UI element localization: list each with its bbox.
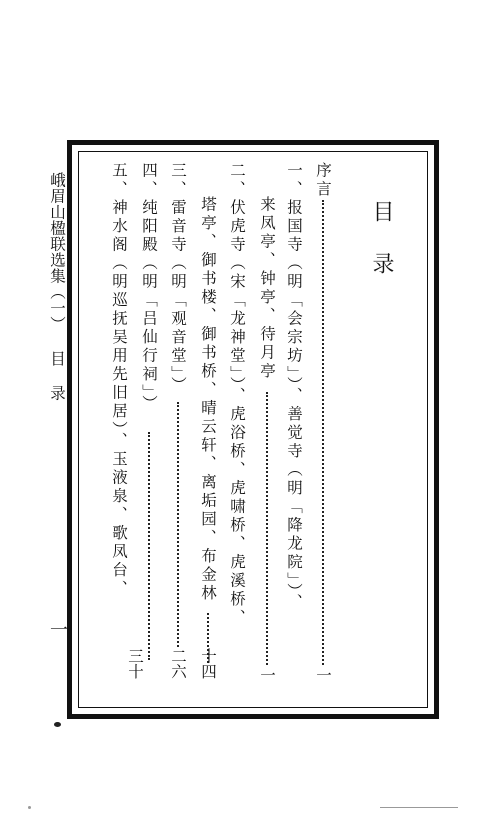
toc-page-number: 一 [314, 667, 332, 683]
toc-entry: 塔亭、御书楼、御书桥、晴云轩、离垢园、布金林 [199, 196, 217, 603]
toc-entry: 二、伏虎寺（宋「龙神堂」）、虎浴桥、虎啸桥、虎溪桥、 [228, 162, 246, 628]
toc-page-number: 一 [258, 667, 276, 683]
toc-entry: 一、报国寺（明「会宗坊」）、善觉寺（明「降龙院」）、 [285, 162, 303, 612]
toc-title: 目录 [369, 200, 394, 304]
folio-page-number: 一 [47, 620, 68, 638]
leader-dots [322, 200, 324, 665]
toc-entry: 来凤亭、钟亭、待月亭 [258, 196, 276, 381]
toc-entry: 四、纯阳殿（明「吕仙行祠」） [140, 162, 158, 414]
toc-entry: 五、神水阁（明巡抚吴用先旧居）、玉液泉、歌凤台、 [110, 162, 128, 599]
toc-entry-preface: 序言 [314, 162, 332, 199]
leader-dots [148, 432, 150, 660]
running-head: 峨眉山楹联选集（一） 目 录 [48, 172, 66, 401]
scan-speck [54, 722, 61, 727]
leader-dots [177, 402, 179, 647]
scan-speck [28, 806, 31, 809]
toc-page-number: 十四 [199, 648, 217, 679]
toc-page-number: 二六 [169, 648, 187, 679]
toc-entry: 三、雷音寺（明「观音堂」） [169, 162, 187, 395]
scan-line [380, 807, 458, 808]
toc-page-number: 三十 [126, 648, 144, 679]
leader-dots [266, 392, 268, 665]
